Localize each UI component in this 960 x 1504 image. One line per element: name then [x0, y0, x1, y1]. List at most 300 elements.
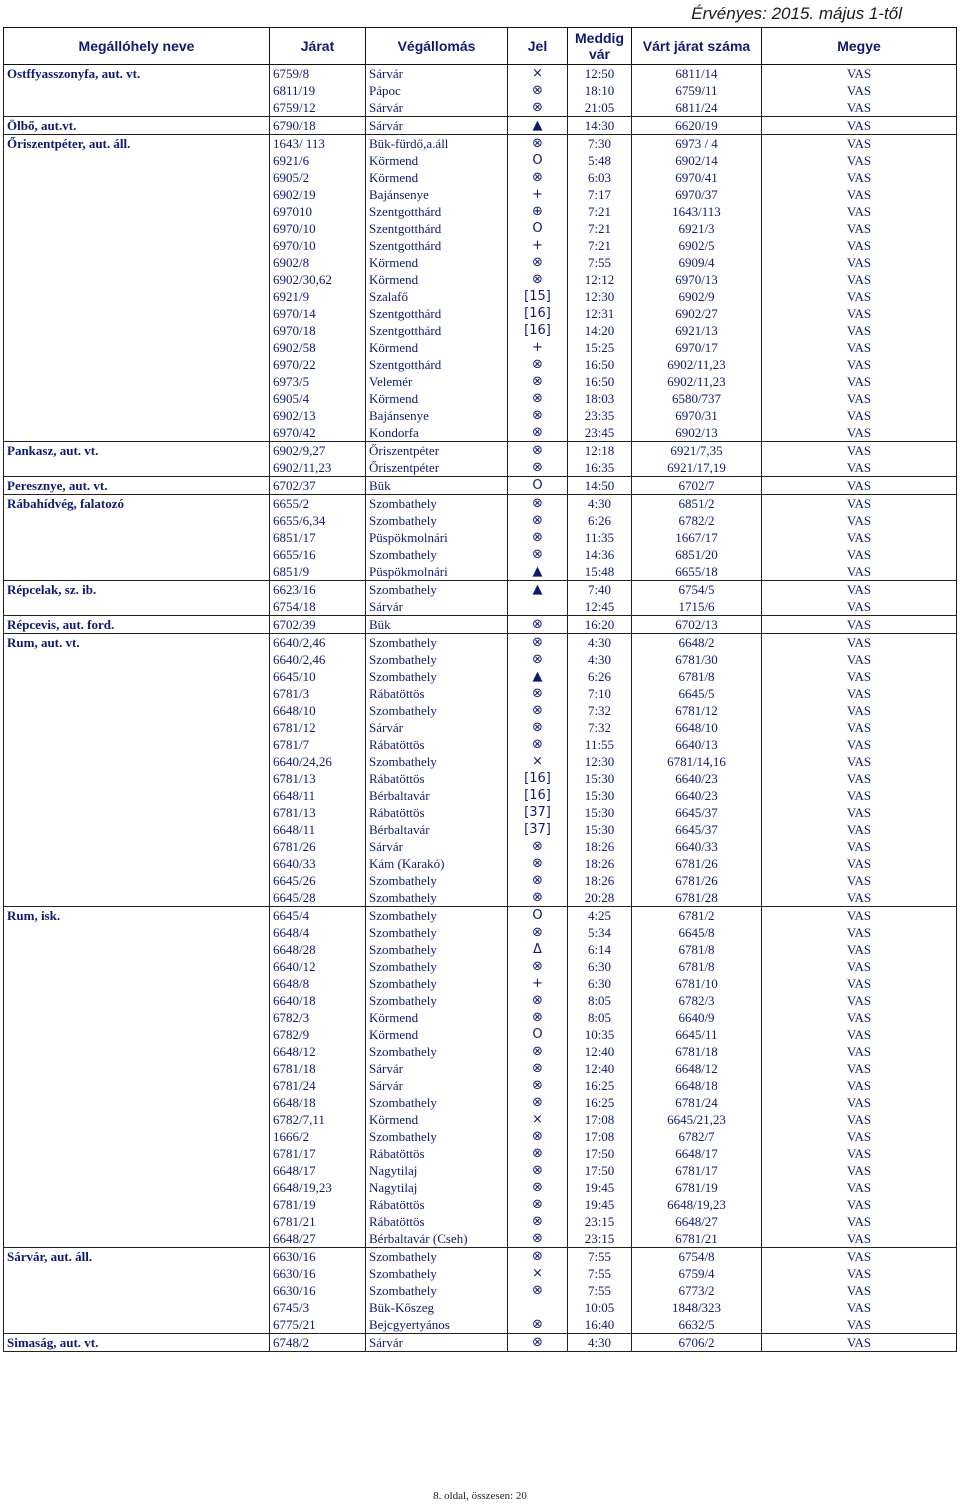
- table-row: [4, 322, 957, 339]
- sign: ×: [508, 65, 568, 83]
- awaited-route: 6973 / 4: [632, 135, 762, 153]
- terminus: Bérbaltavár: [366, 787, 508, 804]
- route-number: 6648/27: [270, 1230, 366, 1248]
- route-number: 6640/24,26: [270, 753, 366, 770]
- awaited-route: 6645/37: [632, 804, 762, 821]
- header-awaited: Várt járat száma: [632, 28, 762, 65]
- terminus: Körmend: [366, 169, 508, 186]
- route-number: 6645/28: [270, 889, 366, 907]
- awaited-route: 6782/7: [632, 1128, 762, 1145]
- sign: ⊗: [508, 82, 568, 99]
- terminus: Körmend: [366, 271, 508, 288]
- wait-until: 12:30: [568, 288, 632, 305]
- county: VAS: [762, 770, 957, 787]
- awaited-route: 1643/113: [632, 203, 762, 220]
- wait-until: 7:40: [568, 581, 632, 599]
- stop-name: [4, 1043, 270, 1060]
- county: VAS: [762, 237, 957, 254]
- terminus: Kám (Karakó): [366, 855, 508, 872]
- sign: O: [508, 907, 568, 925]
- terminus: Sárvár: [366, 1077, 508, 1094]
- wait-until: 16:20: [568, 616, 632, 634]
- table-row: [4, 1111, 957, 1128]
- county: VAS: [762, 169, 957, 186]
- table-row: [4, 442, 957, 460]
- stop-name: [4, 753, 270, 770]
- wait-until: 6:30: [568, 975, 632, 992]
- awaited-route: 6648/27: [632, 1213, 762, 1230]
- sign: ⊕: [508, 203, 568, 220]
- sign: ▲: [508, 668, 568, 685]
- route-number: 6902/9,27: [270, 442, 366, 460]
- route-number: 1643/ 113: [270, 135, 366, 153]
- table-row: [4, 958, 957, 975]
- stop-name: [4, 821, 270, 838]
- county: VAS: [762, 702, 957, 719]
- wait-until: 10:05: [568, 1299, 632, 1316]
- route-number: 6781/26: [270, 838, 366, 855]
- awaited-route: 6781/14,16: [632, 753, 762, 770]
- terminus: Bajánsenye: [366, 186, 508, 203]
- terminus: Rábatöttös: [366, 1213, 508, 1230]
- county: VAS: [762, 1145, 957, 1162]
- awaited-route: 6648/17: [632, 1145, 762, 1162]
- route-number: 6902/58: [270, 339, 366, 356]
- awaited-route: 6781/18: [632, 1043, 762, 1060]
- awaited-route: 6648/12: [632, 1060, 762, 1077]
- table-row: [4, 237, 957, 254]
- route-number: 6745/3: [270, 1299, 366, 1316]
- sign: ⊗: [508, 838, 568, 855]
- sign: ⊗: [508, 702, 568, 719]
- stop-name: [4, 529, 270, 546]
- stop-name: [4, 838, 270, 855]
- wait-until: 14:30: [568, 117, 632, 135]
- table-row: [4, 992, 957, 1009]
- sign: +: [508, 237, 568, 254]
- sign: ⊗: [508, 356, 568, 373]
- county: VAS: [762, 1299, 957, 1316]
- header-county: Megye: [762, 28, 957, 65]
- sign: ⊗: [508, 1230, 568, 1248]
- awaited-route: 6811/24: [632, 99, 762, 117]
- sign: ⊗: [508, 736, 568, 753]
- wait-until: 23:45: [568, 424, 632, 442]
- sign: ⊗: [508, 254, 568, 271]
- awaited-route: 6781/10: [632, 975, 762, 992]
- terminus: Nagytilaj: [366, 1162, 508, 1179]
- route-number: 6782/9: [270, 1026, 366, 1043]
- stop-name: Ostffyasszonyfa, aut. vt.: [4, 65, 270, 83]
- sign: ⊗: [508, 495, 568, 513]
- terminus: Szentgotthárd: [366, 220, 508, 237]
- stop-name: [4, 1265, 270, 1282]
- wait-until: 7:55: [568, 1282, 632, 1299]
- route-number: 6630/16: [270, 1248, 366, 1266]
- route-number: 6781/24: [270, 1077, 366, 1094]
- sign: ⊗: [508, 616, 568, 634]
- wait-until: 17:08: [568, 1111, 632, 1128]
- table-row: [4, 634, 957, 652]
- stop-name: [4, 288, 270, 305]
- county: VAS: [762, 907, 957, 925]
- terminus: Körmend: [366, 1111, 508, 1128]
- county: VAS: [762, 339, 957, 356]
- sign: ⊗: [508, 1196, 568, 1213]
- route-number: 6702/37: [270, 477, 366, 495]
- awaited-route: 6781/24: [632, 1094, 762, 1111]
- route-number: 6640/2,46: [270, 634, 366, 652]
- table-row: [4, 117, 957, 135]
- route-number: 6648/4: [270, 924, 366, 941]
- terminus: Szentgotthárd: [366, 356, 508, 373]
- sign: ▲: [508, 581, 568, 599]
- table-row: [4, 889, 957, 907]
- county: VAS: [762, 1009, 957, 1026]
- terminus: Szentgotthárd: [366, 305, 508, 322]
- table-row: [4, 271, 957, 288]
- table-row: [4, 1043, 957, 1060]
- sign: ⊗: [508, 872, 568, 889]
- county: VAS: [762, 634, 957, 652]
- awaited-route: 1667/17: [632, 529, 762, 546]
- awaited-route: 6781/19: [632, 1179, 762, 1196]
- table-row: [4, 99, 957, 117]
- sign: O: [508, 152, 568, 169]
- terminus: Szombathely: [366, 668, 508, 685]
- county: VAS: [762, 1230, 957, 1248]
- table-row: [4, 546, 957, 563]
- stop-name: [4, 220, 270, 237]
- stop-name: [4, 186, 270, 203]
- page-footer: 8. oldal, összesen: 20: [433, 1490, 527, 1502]
- awaited-route: 6580/737: [632, 390, 762, 407]
- route-number: 6630/16: [270, 1282, 366, 1299]
- awaited-route: 6640/23: [632, 787, 762, 804]
- wait-until: 4:30: [568, 634, 632, 652]
- sign: O: [508, 220, 568, 237]
- wait-until: 15:30: [568, 770, 632, 787]
- wait-until: 12:40: [568, 1060, 632, 1077]
- table-row: [4, 529, 957, 546]
- wait-until: 23:35: [568, 407, 632, 424]
- route-number: 6970/18: [270, 322, 366, 339]
- sign: ⊗: [508, 685, 568, 702]
- stop-name: [4, 736, 270, 753]
- county: VAS: [762, 424, 957, 442]
- stop-name: [4, 99, 270, 117]
- table-row: [4, 1026, 957, 1043]
- route-number: 6973/5: [270, 373, 366, 390]
- stop-name: [4, 1094, 270, 1111]
- terminus: Rábatöttös: [366, 1145, 508, 1162]
- stop-name: [4, 975, 270, 992]
- awaited-route: 6702/13: [632, 616, 762, 634]
- stop-name: [4, 356, 270, 373]
- stop-name: [4, 169, 270, 186]
- route-number: 6905/4: [270, 390, 366, 407]
- route-number: 6623/16: [270, 581, 366, 599]
- wait-until: 11:35: [568, 529, 632, 546]
- terminus: Körmend: [366, 1026, 508, 1043]
- awaited-route: 1715/6: [632, 598, 762, 616]
- table-row: [4, 254, 957, 271]
- wait-until: 7:10: [568, 685, 632, 702]
- sign: ⊗: [508, 442, 568, 460]
- table-row: [4, 1077, 957, 1094]
- stop-name: [4, 1230, 270, 1248]
- stop-name: Ölbő, aut.vt.: [4, 117, 270, 135]
- route-number: 6851/17: [270, 529, 366, 546]
- route-number: 6902/13: [270, 407, 366, 424]
- table-row: [4, 220, 957, 237]
- stop-name: [4, 563, 270, 581]
- table-row: [4, 459, 957, 477]
- awaited-route: 6640/13: [632, 736, 762, 753]
- wait-until: 6:14: [568, 941, 632, 958]
- awaited-route: 6781/2: [632, 907, 762, 925]
- route-number: 6648/28: [270, 941, 366, 958]
- awaited-route: 6645/8: [632, 924, 762, 941]
- county: VAS: [762, 305, 957, 322]
- terminus: Körmend: [366, 339, 508, 356]
- route-number: 697010: [270, 203, 366, 220]
- county: VAS: [762, 99, 957, 117]
- table-row: [4, 373, 957, 390]
- header-sign: Jel: [508, 28, 568, 65]
- route-number: 6640/33: [270, 855, 366, 872]
- table-row: [4, 1060, 957, 1077]
- awaited-route: 6773/2: [632, 1282, 762, 1299]
- sign: ⊗: [508, 1282, 568, 1299]
- county: VAS: [762, 152, 957, 169]
- table-row: [4, 512, 957, 529]
- table-row: [4, 477, 957, 495]
- terminus: Körmend: [366, 254, 508, 271]
- wait-until: 12:30: [568, 753, 632, 770]
- county: VAS: [762, 1316, 957, 1334]
- route-number: 6655/16: [270, 546, 366, 563]
- table-row: [4, 1282, 957, 1299]
- awaited-route: 6811/14: [632, 65, 762, 83]
- table-row: [4, 1230, 957, 1248]
- header-stop: Megállóhely neve: [4, 28, 270, 65]
- table-row: [4, 598, 957, 616]
- county: VAS: [762, 1111, 957, 1128]
- awaited-route: 6782/2: [632, 512, 762, 529]
- wait-until: 5:48: [568, 152, 632, 169]
- sign: ⊗: [508, 407, 568, 424]
- sign: [508, 598, 568, 616]
- awaited-route: 6620/19: [632, 117, 762, 135]
- wait-until: 7:21: [568, 203, 632, 220]
- awaited-route: 6648/10: [632, 719, 762, 736]
- sign: ×: [508, 1111, 568, 1128]
- wait-until: 14:50: [568, 477, 632, 495]
- wait-until: 20:28: [568, 889, 632, 907]
- wait-until: 5:34: [568, 924, 632, 941]
- terminus: Bérbaltavár (Cseh): [366, 1230, 508, 1248]
- stop-name: Rábahídvég, falatozó: [4, 495, 270, 513]
- timetable: [3, 27, 957, 1352]
- county: VAS: [762, 1282, 957, 1299]
- county: VAS: [762, 529, 957, 546]
- county: VAS: [762, 1026, 957, 1043]
- route-number: 6782/7,11: [270, 1111, 366, 1128]
- county: VAS: [762, 1162, 957, 1179]
- awaited-route: 6902/11,23: [632, 356, 762, 373]
- timetable-body: [4, 65, 957, 1352]
- route-number: 6630/16: [270, 1265, 366, 1282]
- county: VAS: [762, 495, 957, 513]
- sign: ×: [508, 1265, 568, 1282]
- terminus: Rábatöttös: [366, 685, 508, 702]
- sign: ⊗: [508, 1145, 568, 1162]
- wait-until: 23:15: [568, 1230, 632, 1248]
- stop-name: [4, 305, 270, 322]
- table-row: [4, 1128, 957, 1145]
- wait-until: 18:26: [568, 872, 632, 889]
- county: VAS: [762, 975, 957, 992]
- route-number: 6648/11: [270, 787, 366, 804]
- terminus: Sárvár: [366, 838, 508, 855]
- wait-until: 14:20: [568, 322, 632, 339]
- sign: ⊗: [508, 1128, 568, 1145]
- table-row: [4, 736, 957, 753]
- table-row: [4, 719, 957, 736]
- stop-name: [4, 546, 270, 563]
- table-row: [4, 65, 957, 83]
- sign: ⊗: [508, 889, 568, 907]
- wait-until: 23:15: [568, 1213, 632, 1230]
- wait-until: 7:32: [568, 702, 632, 719]
- sign: [16]: [508, 305, 568, 322]
- awaited-route: 6851/2: [632, 495, 762, 513]
- wait-until: 6:26: [568, 668, 632, 685]
- stop-name: [4, 770, 270, 787]
- terminus: Szombathely: [366, 941, 508, 958]
- wait-until: 6:26: [568, 512, 632, 529]
- table-row: [4, 1299, 957, 1316]
- table-row: [4, 203, 957, 220]
- route-number: 6970/14: [270, 305, 366, 322]
- sign: ⊗: [508, 958, 568, 975]
- stop-name: [4, 407, 270, 424]
- terminus: Őriszentpéter: [366, 459, 508, 477]
- county: VAS: [762, 356, 957, 373]
- terminus: Sárvár: [366, 598, 508, 616]
- table-row: [4, 685, 957, 702]
- sign: ▲: [508, 563, 568, 581]
- stop-name: [4, 322, 270, 339]
- stop-name: Peresznye, aut. vt.: [4, 477, 270, 495]
- county: VAS: [762, 135, 957, 153]
- sign: ⊗: [508, 992, 568, 1009]
- stop-name: [4, 787, 270, 804]
- stop-name: [4, 152, 270, 169]
- terminus: Szombathely: [366, 924, 508, 941]
- county: VAS: [762, 889, 957, 907]
- table-row: [4, 907, 957, 925]
- stop-name: [4, 459, 270, 477]
- sign: ⊗: [508, 1060, 568, 1077]
- table-row: [4, 975, 957, 992]
- stop-name: [4, 719, 270, 736]
- route-number: 6648/17: [270, 1162, 366, 1179]
- terminus: Sárvár: [366, 1334, 508, 1352]
- table-row: [4, 838, 957, 855]
- sign: +: [508, 975, 568, 992]
- route-number: 6902/11,23: [270, 459, 366, 477]
- awaited-route: 6781/26: [632, 872, 762, 889]
- terminus: Bük-fürdő,a.áll: [366, 135, 508, 153]
- table-row: [4, 872, 957, 889]
- sign: ⊗: [508, 390, 568, 407]
- route-number: 6782/3: [270, 1009, 366, 1026]
- route-number: 6648/18: [270, 1094, 366, 1111]
- route-number: 6759/8: [270, 65, 366, 83]
- route-number: 6775/21: [270, 1316, 366, 1334]
- stop-name: [4, 203, 270, 220]
- table-row: [4, 186, 957, 203]
- sign: [16]: [508, 322, 568, 339]
- stop-name: [4, 1077, 270, 1094]
- wait-until: 12:45: [568, 598, 632, 616]
- header-route: Járat: [270, 28, 366, 65]
- route-number: 6648/19,23: [270, 1179, 366, 1196]
- stop-name: Répcevis, aut. ford.: [4, 616, 270, 634]
- sign: ⊗: [508, 634, 568, 652]
- stop-name: Répcelak, sz. ib.: [4, 581, 270, 599]
- terminus: Szombathely: [366, 753, 508, 770]
- route-number: 6702/39: [270, 616, 366, 634]
- wait-until: 10:35: [568, 1026, 632, 1043]
- route-number: 6970/10: [270, 220, 366, 237]
- stop-name: [4, 1162, 270, 1179]
- awaited-route: 6921/17,19: [632, 459, 762, 477]
- wait-until: 12:40: [568, 1043, 632, 1060]
- wait-until: 7:21: [568, 220, 632, 237]
- terminus: Szombathely: [366, 1282, 508, 1299]
- wait-until: 12:50: [568, 65, 632, 83]
- table-row: [4, 821, 957, 838]
- awaited-route: 6851/20: [632, 546, 762, 563]
- county: VAS: [762, 685, 957, 702]
- table-row: [4, 563, 957, 581]
- sign: ⊗: [508, 1077, 568, 1094]
- route-number: 6781/21: [270, 1213, 366, 1230]
- sign: ⊗: [508, 529, 568, 546]
- table-row: [4, 356, 957, 373]
- sign: [508, 1299, 568, 1316]
- stop-name: Pankasz, aut. vt.: [4, 442, 270, 460]
- county: VAS: [762, 992, 957, 1009]
- sign: [15]: [508, 288, 568, 305]
- route-number: 6781/19: [270, 1196, 366, 1213]
- wait-until: 18:26: [568, 855, 632, 872]
- table-row: [4, 495, 957, 513]
- route-number: 1666/2: [270, 1128, 366, 1145]
- stop-name: [4, 958, 270, 975]
- table-row: [4, 651, 957, 668]
- stop-name: [4, 1179, 270, 1196]
- wait-until: 21:05: [568, 99, 632, 117]
- county: VAS: [762, 390, 957, 407]
- route-number: 6648/10: [270, 702, 366, 719]
- terminus: Püspökmolnári: [366, 563, 508, 581]
- stop-name: [4, 651, 270, 668]
- awaited-route: 6970/13: [632, 271, 762, 288]
